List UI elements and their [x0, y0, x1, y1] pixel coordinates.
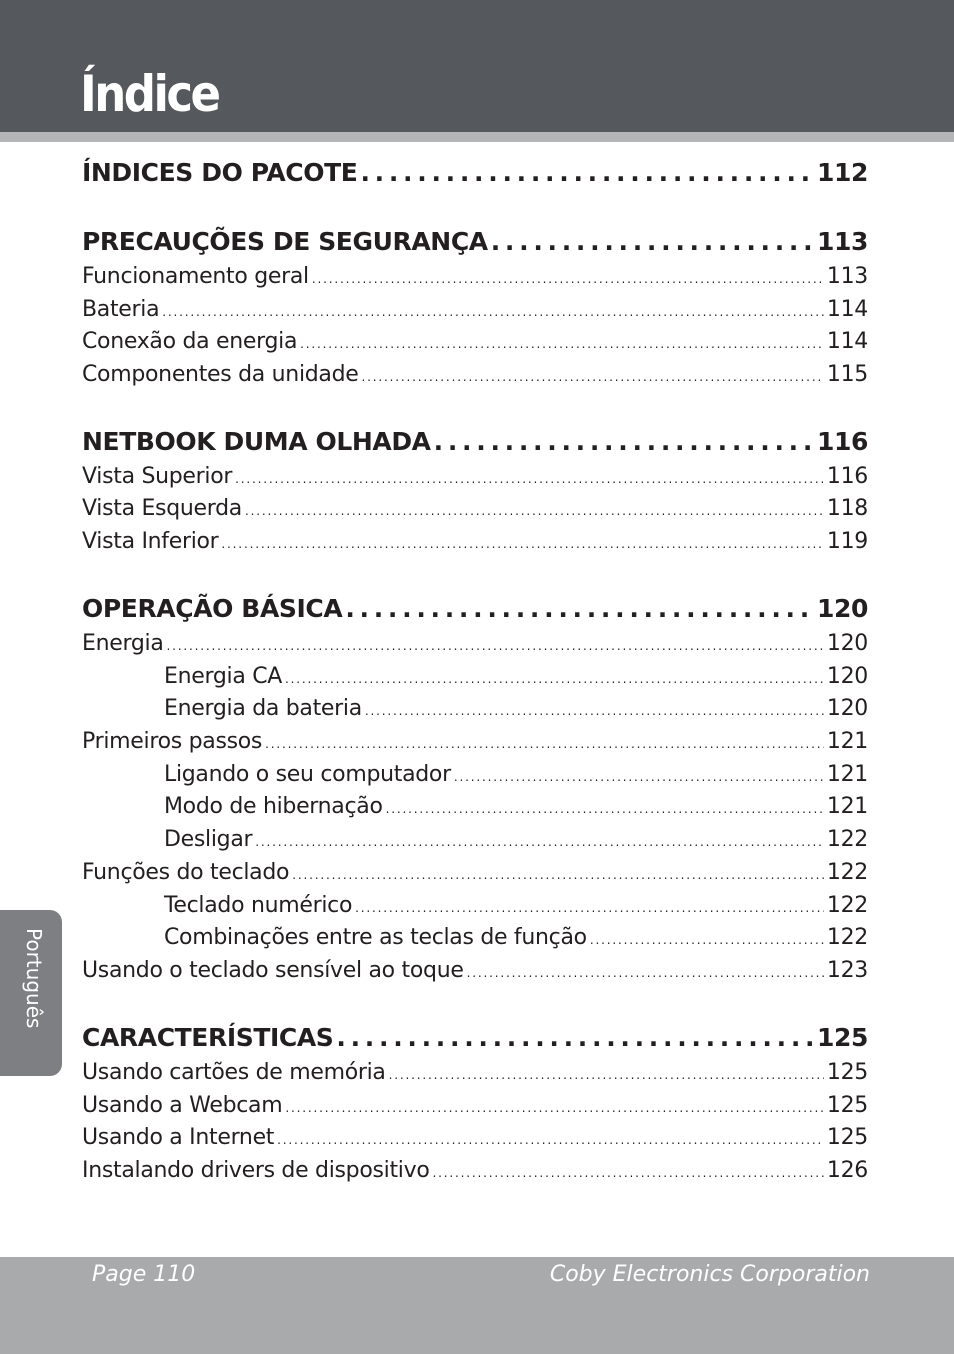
toc-page-number: 122 [826, 893, 868, 918]
toc-label: CARACTERÍSTICAS [82, 1023, 334, 1052]
toc-label: NETBOOK DUMA OLHADA [82, 427, 431, 456]
toc-entry[interactable] [82, 1060, 868, 1085]
toc-page-number: 116 [817, 427, 868, 456]
dot-leader [221, 537, 823, 551]
toc-page-number: 115 [826, 362, 868, 387]
toc-label: Energia da bateria [164, 696, 362, 721]
toc-label: Conexão da energia [82, 329, 298, 354]
dot-leader [312, 272, 824, 286]
toc-entry[interactable] [82, 496, 868, 521]
toc-page-number: 120 [817, 594, 868, 623]
toc-page-number: 121 [826, 794, 868, 819]
toc-page-number: 125 [826, 1125, 868, 1150]
dot-leader [365, 704, 824, 718]
toc-section[interactable] [82, 158, 868, 187]
footer-company: Coby Electronics Corporation [549, 1262, 870, 1287]
toc-label: Ligando o seu computador [164, 762, 451, 787]
toc-label: Energia CA [164, 664, 283, 689]
toc-label: Componentes da unidade [82, 362, 359, 387]
toc-label: OPERAÇÃO BÁSICA [82, 594, 343, 623]
toc-label: Vista Inferior [82, 529, 219, 554]
dot-leader [285, 672, 824, 686]
toc-label: Teclado numérico [164, 893, 353, 918]
toc-entry[interactable] [82, 297, 868, 322]
toc-label: Usando a Webcam [82, 1093, 283, 1118]
toc-page-number: 125 [817, 1023, 868, 1052]
toc-entry[interactable] [82, 1158, 868, 1183]
toc-page-number: 121 [826, 729, 868, 754]
toc-section[interactable] [82, 227, 868, 256]
toc-page-number: 120 [826, 664, 868, 689]
toc-label: Funções do teclado [82, 860, 290, 885]
toc-label: PRECAUÇÕES DE SEGURANÇA [82, 227, 488, 256]
toc-subentry[interactable] [82, 762, 868, 787]
toc-label: Usando a Internet [82, 1125, 275, 1150]
toc-label: Primeiros passos [82, 729, 263, 754]
dot-leader [434, 427, 814, 456]
toc-entry[interactable] [82, 362, 868, 387]
toc-label: Combinações entre as teclas de função [164, 925, 587, 950]
dot-leader [355, 901, 824, 915]
dot-leader [285, 1101, 824, 1115]
toc-subentry[interactable] [82, 827, 868, 852]
dot-leader [277, 1133, 824, 1147]
toc-page-number: 125 [826, 1093, 868, 1118]
toc-page-number: 122 [826, 925, 868, 950]
toc-page-number: 118 [826, 496, 868, 521]
dot-leader [235, 472, 824, 486]
toc-label: Modo de hibernação [164, 794, 383, 819]
toc-page-number: 122 [826, 827, 868, 852]
toc-page-number: 114 [826, 329, 868, 354]
toc-entry[interactable] [82, 860, 868, 885]
dot-leader [300, 337, 824, 351]
dot-leader [467, 966, 824, 980]
header-divider [0, 132, 954, 142]
toc-page-number: 122 [826, 860, 868, 885]
toc-label: Energia [82, 631, 164, 656]
footer-page-number: Page 110 [92, 1262, 196, 1287]
toc-page-number: 120 [826, 696, 868, 721]
toc-label: Bateria [82, 297, 160, 322]
toc-entry[interactable] [82, 1093, 868, 1118]
toc-entry[interactable] [82, 529, 868, 554]
toc-page-number: 123 [826, 958, 868, 983]
dot-leader [292, 868, 824, 882]
toc-page-number: 120 [826, 631, 868, 656]
dot-leader [454, 770, 824, 784]
toc-page-number: 126 [826, 1158, 868, 1183]
toc-entry[interactable] [82, 631, 868, 656]
toc-subentry[interactable] [82, 893, 868, 918]
dot-leader [360, 158, 814, 187]
toc-label: Usando o teclado sensível ao toque [82, 958, 464, 983]
dot-leader [162, 305, 824, 319]
toc-subentry[interactable] [82, 794, 868, 819]
toc-entry[interactable] [82, 464, 868, 489]
toc-section[interactable] [82, 427, 868, 456]
toc-label: Desligar [164, 827, 253, 852]
page-title: Índice [80, 65, 219, 123]
dot-leader [265, 737, 824, 751]
toc-entry[interactable] [82, 729, 868, 754]
toc-entry[interactable] [82, 329, 868, 354]
dot-leader [491, 227, 814, 256]
toc-page-number: 121 [826, 762, 868, 787]
toc-entry[interactable] [82, 1125, 868, 1150]
toc-page-number: 113 [826, 264, 868, 289]
dot-leader [590, 933, 824, 947]
toc-subentry[interactable] [82, 925, 868, 950]
toc-page-number: 114 [826, 297, 868, 322]
dot-leader [386, 802, 824, 816]
dot-leader [336, 1023, 814, 1052]
language-tab-label: Português [22, 928, 46, 1029]
dot-leader [389, 1068, 824, 1082]
toc-page-number: 119 [826, 529, 868, 554]
dot-leader [167, 639, 824, 653]
toc-subentry[interactable] [82, 696, 868, 721]
toc-label: Vista Superior [82, 464, 233, 489]
toc-section[interactable] [82, 594, 868, 623]
toc-entry[interactable] [82, 264, 868, 289]
toc-label: ÍNDICES DO PACOTE [82, 158, 358, 187]
toc-page-number: 125 [826, 1060, 868, 1085]
toc-label: Usando cartões de memória [82, 1060, 386, 1085]
dot-leader [432, 1166, 823, 1180]
dot-leader [245, 504, 824, 518]
toc-label: Vista Esquerda [82, 496, 242, 521]
toc-entry[interactable] [82, 958, 868, 983]
toc-page-number: 112 [817, 158, 868, 187]
toc-section[interactable] [82, 1023, 868, 1052]
dot-leader [362, 370, 824, 384]
toc-label: Funcionamento geral [82, 264, 309, 289]
toc-page-number: 113 [817, 227, 868, 256]
toc-subentry[interactable] [82, 664, 868, 689]
dot-leader [255, 835, 824, 849]
toc-label: Instalando drivers de dispositivo [82, 1158, 430, 1183]
toc-page-number: 116 [826, 464, 868, 489]
dot-leader [345, 594, 814, 623]
